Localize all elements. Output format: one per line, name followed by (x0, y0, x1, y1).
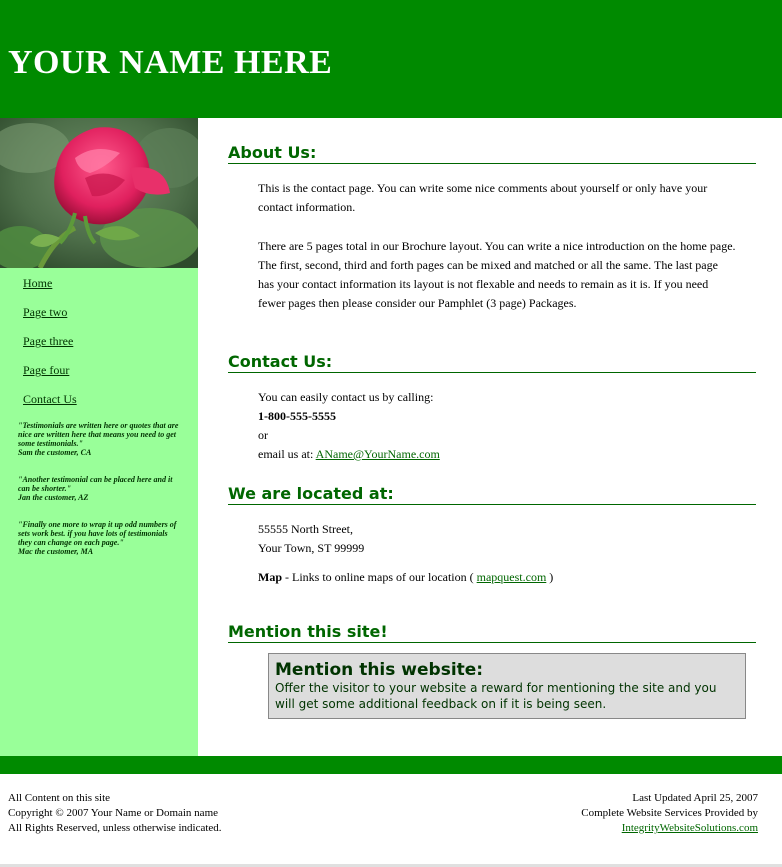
contact-heading: Contact Us: (228, 352, 756, 373)
nav-page-two-link[interactable]: Page two (23, 305, 68, 319)
testimonial (18, 520, 180, 556)
testimonials (18, 421, 180, 574)
contact-or: or (258, 428, 268, 442)
footer-copyright (8, 791, 222, 836)
about-heading: About Us: (228, 143, 756, 164)
about-paragraph-2: There are 5 pages total in our Brochure layout. You can write a nice introduction on the home page. The first, second, third and forth pages can be mixed and matched or all the same. The last page has your contact information its layout is not flexable and needs to remain as it is. If you need fewer pages then please consider our Pamphlet (3 page) Packages. (258, 239, 736, 310)
map-close: ) (546, 570, 554, 584)
map-line (258, 568, 736, 587)
contact-block (258, 388, 736, 464)
testimonial-quote: "Testimonials are written here or quotes that are nice are written here that means you need to get some testimonials." (18, 421, 179, 448)
testimonial-quote: "Another testimonial can be placed here and it can be shorter." (18, 475, 173, 493)
map-label: Map (258, 570, 282, 584)
mention-box (268, 653, 746, 719)
rose-photo (0, 118, 198, 268)
testimonial (18, 421, 180, 457)
contact-intro: You can easily contact us by calling: (258, 390, 434, 404)
footer-bar (0, 756, 782, 774)
footer-credits (581, 791, 758, 836)
testimonial-author: Sam the customer, CA (18, 448, 92, 457)
last-updated: Last Updated April 25, 2007 (632, 792, 758, 804)
mapquest-link[interactable]: mapquest.com (476, 570, 547, 584)
mention-heading: Mention this site! (228, 622, 756, 643)
footer-line: All Rights Reserved, unless otherwise indicated. (8, 822, 222, 834)
nav-page-three-link[interactable]: Page three (23, 334, 74, 348)
address-city: Your Town, ST 99999 (258, 541, 365, 555)
provided-by: Complete Website Services Provided by (581, 807, 758, 819)
testimonial (18, 475, 180, 502)
nav-home-link[interactable]: Home (23, 276, 53, 290)
nav-page-four-link[interactable]: Page four (23, 363, 70, 377)
testimonial-author: Mac the customer, MA (18, 547, 94, 556)
about-paragraph-1: This is the contact page. You can write some nice comments about yourself or only have your contact information. (258, 181, 708, 214)
mention-box-text: Offer the visitor to your website a reward for mentioning the site and you will get some additional feedback on if it is being seen. (275, 681, 717, 711)
testimonial-quote: "Finally one more to wrap it up odd numbers of sets work best. if you have lots of testimonials they can change on each page." (18, 520, 177, 547)
mention-box-title: Mention this website: (275, 660, 484, 680)
main-content (198, 118, 782, 756)
site-header (0, 0, 782, 118)
sidebar-nav (23, 276, 77, 421)
contact-email-line (258, 445, 736, 464)
footer-line: Copyright © 2007 Your Name or Domain name (8, 807, 219, 819)
nav-contact-us-link[interactable]: Contact Us (23, 392, 77, 406)
address-street: 55555 North Street, (258, 522, 353, 536)
footer-line: All Content on this site (8, 792, 111, 804)
email-link[interactable]: AName@YourName.com (315, 447, 440, 461)
sidebar (0, 118, 198, 756)
address-block (258, 520, 736, 558)
site-title: YOUR NAME HERE (8, 44, 333, 81)
provider-link[interactable]: IntegrityWebsiteSolutions.com (621, 822, 758, 834)
contact-phone: 1-800-555-5555 (258, 409, 336, 423)
testimonial-author: Jan the customer, AZ (18, 493, 89, 502)
location-heading: We are located at: (228, 484, 756, 505)
email-prefix: email us at: (258, 447, 316, 461)
map-text: - Links to online maps of our location ( (282, 570, 477, 584)
